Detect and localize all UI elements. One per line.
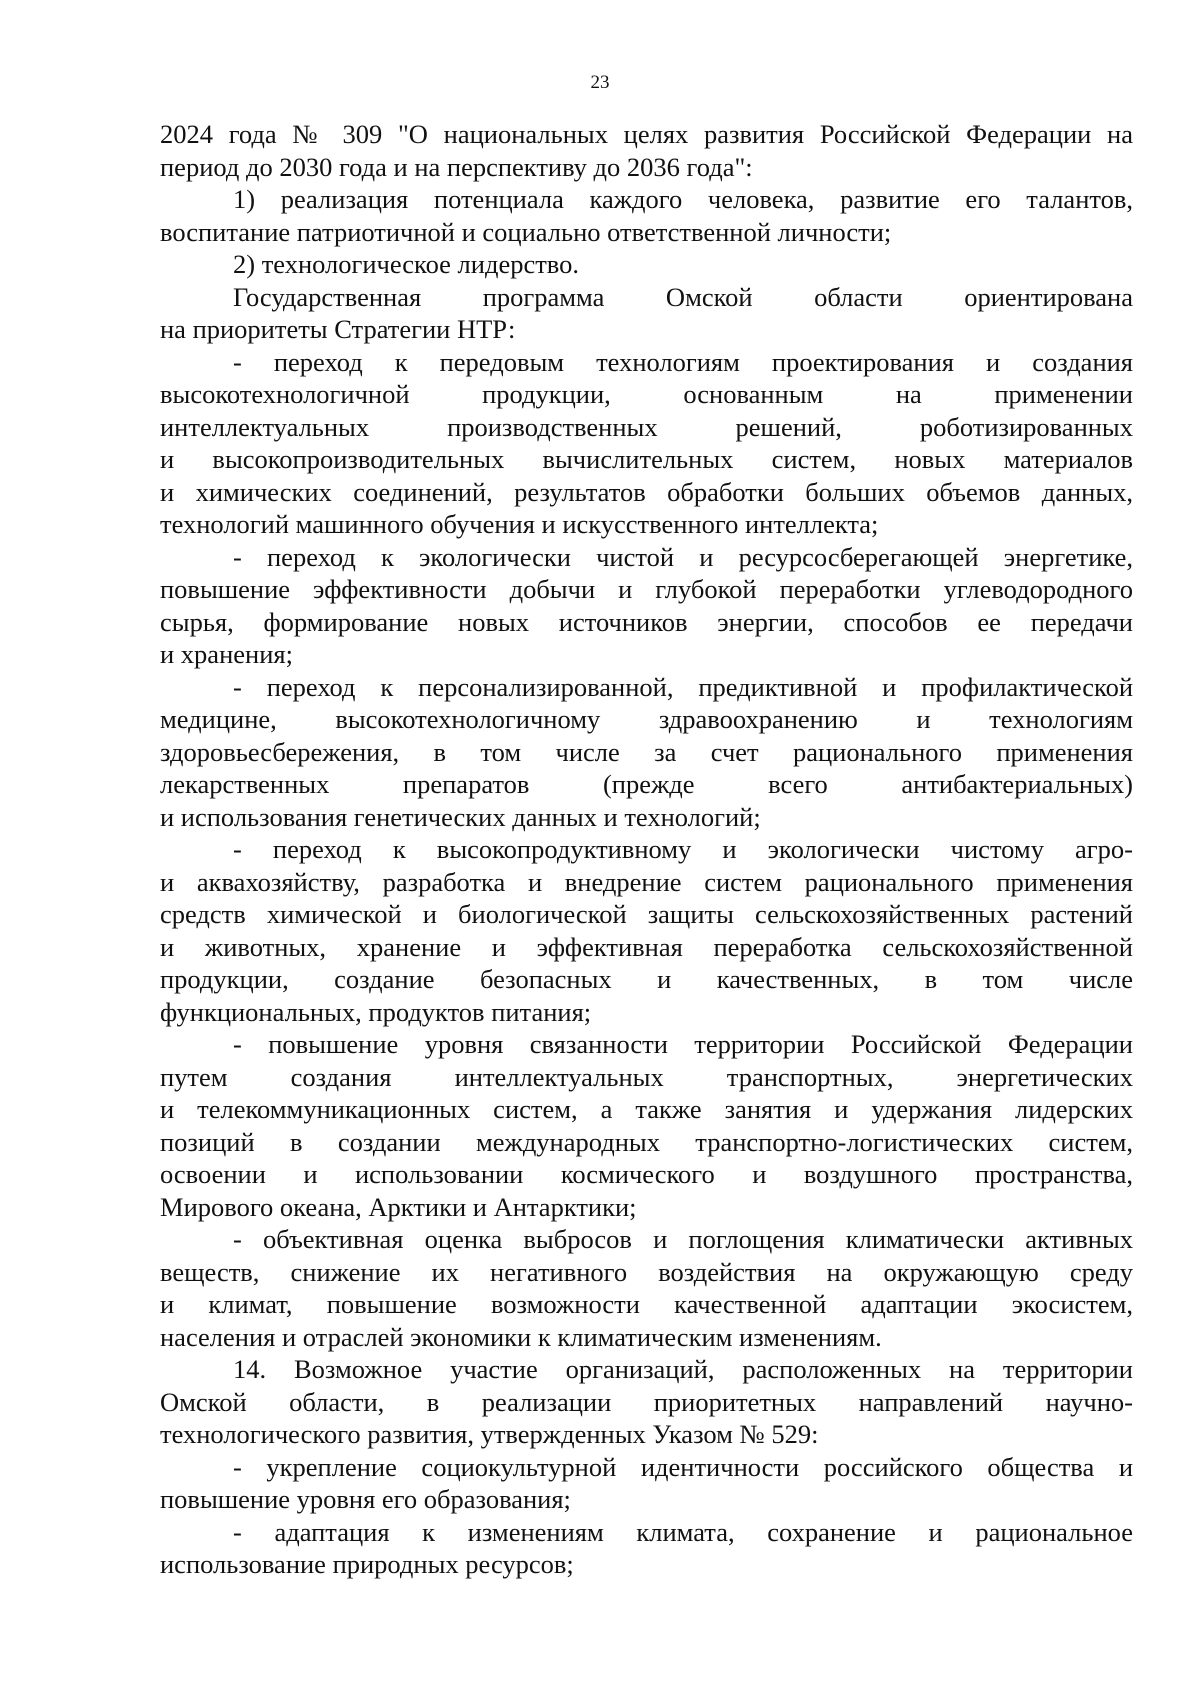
paragraph: [160, 248, 1133, 281]
paragraph-line: - объективная оценка выбросов и поглощения климатически активных: [233, 1224, 1133, 1254]
paragraph-line: позиций в создании международных транспортно-логистических систем,: [160, 1126, 1133, 1157]
paragraph-line: использование природных ресурсов;: [160, 1549, 574, 1579]
paragraph-line: продукции, создание безопасных и качественных, в том числе: [160, 964, 1133, 994]
paragraph: [160, 183, 1133, 248]
paragraph: [160, 1028, 1133, 1223]
paragraph-line: средств химической и биологической защиты сельскохозяйственных растений: [160, 899, 1133, 929]
paragraph-line: и хранения;: [160, 639, 293, 669]
paragraph-line: и высокопроизводительных вычислительных систем, новых материалов: [160, 444, 1133, 474]
paragraph-line: период до 2030 года и на перспективу до 2036 года":: [160, 151, 753, 182]
paragraph-line: Государственная программа Омской области ориентирована: [233, 281, 1133, 312]
paragraph-line: - переход к экологически чистой и ресурсосберегающей энергетике,: [233, 541, 1133, 572]
paragraph-line: и животных, хранение и эффективная переработка сельскохозяйственной: [160, 931, 1133, 962]
paragraph-line: высокотехнологичной продукции, основанным на применении: [160, 379, 1133, 409]
paragraph-line: - повышение уровня связанности территории Российской Федерации: [233, 1029, 1133, 1059]
paragraph-line: медицине, высокотехнологичному здравоохранению и технологиям: [160, 704, 1133, 734]
page-number: 23: [590, 72, 610, 93]
paragraph-line: и телекоммуникационных систем, а также занятия и удержания лидерских: [160, 1094, 1133, 1124]
paragraph-line: технологий машинного обучения и искусственного интеллекта;: [160, 509, 879, 539]
paragraph: [160, 1451, 1133, 1516]
paragraph: [160, 1516, 1133, 1581]
paragraph: [160, 346, 1133, 541]
paragraph-line: лекарственных препаратов (прежде всего антибактериальных): [160, 769, 1133, 799]
paragraph-line: - переход к персонализированной, предиктивной и профилактической: [233, 671, 1133, 702]
paragraph: [160, 671, 1133, 834]
paragraph-line: 2024 года № 309 "О национальных целях развития Российской Федерации на: [160, 119, 1133, 149]
paragraph-line: воспитание патриотичной и социально ответственной личности;: [160, 216, 892, 247]
paragraph-line: 2) технологическое лидерство.: [233, 249, 580, 279]
paragraph-line: и химических соединений, результатов обработки больших объемов данных,: [160, 476, 1133, 507]
paragraph-line: освоении и использовании космического и воздушного пространства,: [160, 1159, 1133, 1189]
paragraph-line: и климат, повышение возможности качественной адаптации экосистем,: [160, 1289, 1133, 1319]
paragraph: [160, 118, 1133, 183]
paragraph-line: 1) реализация потенциала каждого человека, развитие его талантов,: [233, 184, 1133, 214]
paragraph-line: веществ, снижение их негативного воздействия на окружающую среду: [160, 1256, 1133, 1287]
paragraph: [160, 1223, 1133, 1353]
paragraph-line: интеллектуальных производственных решений, роботизированных: [160, 411, 1133, 442]
paragraph-line: сырья, формирование новых источников энергии, способов ее передачи: [160, 606, 1133, 637]
paragraph: [160, 541, 1133, 671]
paragraph-line: Мирового океана, Арктики и Антарктики;: [160, 1191, 637, 1222]
paragraph-line: функциональных, продуктов питания;: [160, 996, 592, 1027]
paragraph-line: повышение уровня его образования;: [160, 1484, 571, 1514]
paragraph-line: - переход к высокопродуктивному и экологически чистому агро-: [233, 834, 1133, 864]
document-body: [160, 118, 1133, 1581]
paragraph-line: - адаптация к изменениям климата, сохранение и рациональное: [233, 1516, 1133, 1547]
paragraph-line: и аквахозяйству, разработка и внедрение систем рационального применения: [160, 866, 1133, 897]
paragraph-line: технологического развития, утвержденных Указом № 529:: [160, 1419, 819, 1449]
paragraph-line: - укрепление социокультурной идентичности российского общества и: [233, 1451, 1133, 1482]
paragraph: [160, 281, 1133, 346]
paragraph-line: повышение эффективности добычи и глубокой переработки углеводородного: [160, 574, 1133, 604]
paragraph-line: и использования генетических данных и технологий;: [160, 801, 761, 832]
paragraph-line: на приоритеты Стратегии НТР:: [160, 314, 516, 344]
paragraph: [160, 833, 1133, 1028]
paragraph-line: населения и отраслей экономики к климатическим изменениям.: [160, 1321, 882, 1352]
paragraph-line: - переход к передовым технологиям проектирования и создания: [233, 346, 1133, 377]
paragraph-line: Омской области, в реализации приоритетных направлений научно-: [160, 1386, 1133, 1417]
paragraph: [160, 1353, 1133, 1451]
paragraph-line: 14. Возможное участие организаций, расположенных на территории: [233, 1354, 1133, 1384]
paragraph-line: здоровьесбережения, в том числе за счет рационального применения: [160, 736, 1133, 767]
paragraph-line: путем создания интеллектуальных транспортных, энергетических: [160, 1061, 1133, 1092]
